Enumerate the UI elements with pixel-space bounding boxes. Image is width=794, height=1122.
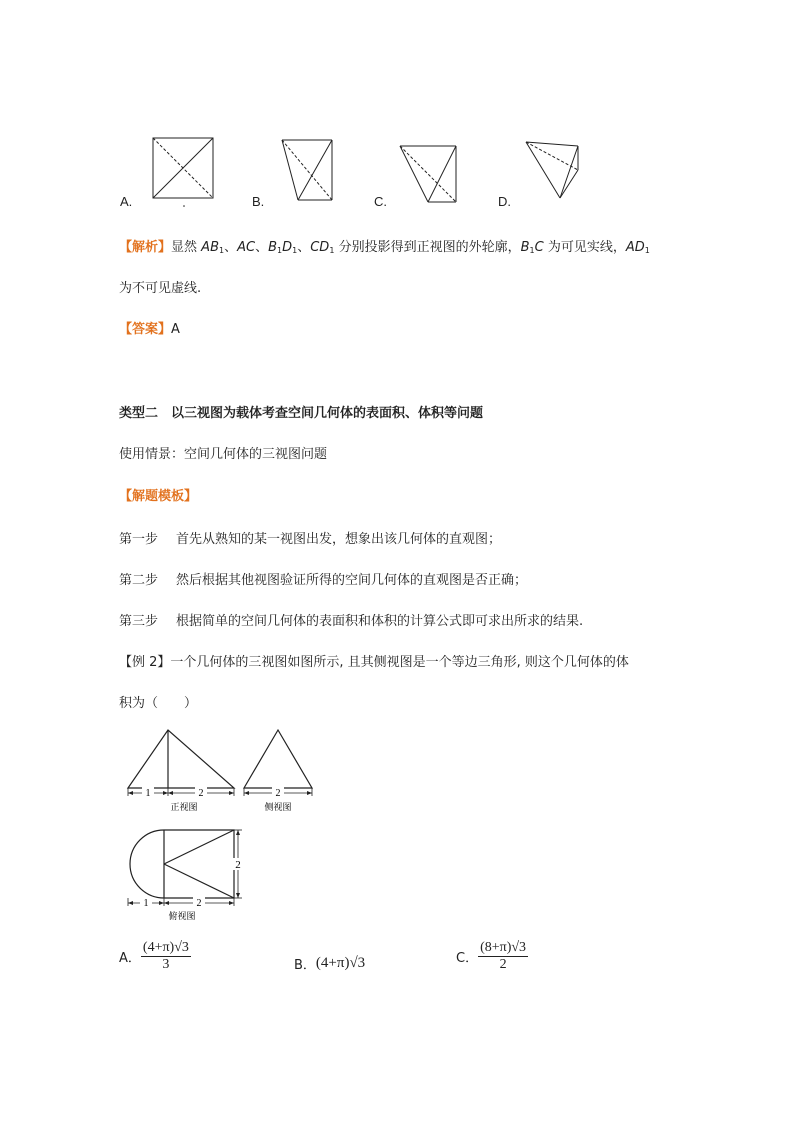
front-view: [128, 730, 234, 797]
choice-a[interactable]: [119, 940, 191, 973]
three-view-figure: [124, 724, 324, 924]
choice-c-fraction: $\frac{(8+\pi)√3}{2}$: [480, 940, 527, 972]
analysis-tag: 【解析】: [119, 240, 172, 255]
type2-scenario: 使用情景：空间几何体的三视图问题: [119, 447, 328, 462]
option-figure-c: [398, 144, 458, 204]
choice-c[interactable]: [456, 940, 528, 973]
option-d-label: D.: [498, 194, 511, 209]
option-figure-a: [150, 136, 216, 208]
type2-title: 类型二 以三视图为载体考查空间几何体的表面积、体积等问题: [119, 406, 484, 421]
analysis-line-1: 【解析】显然 $AB_1$、AC、$B_1D_1$、$CD_1$ 分别投影得到正视图的外轮廓，$B_1C$ 为可见实线，$AD_1$: [119, 240, 650, 255]
front-dim-2: 2: [198, 788, 204, 799]
answer-tag: 【答案】: [119, 322, 172, 337]
example2-line-1: 【例 2】一个几何体的三视图如图所示, 且其侧视图是一个等边三角形, 则这个几何体的体: [119, 655, 629, 670]
option-figure-b: [280, 138, 340, 202]
top-view-label: 俯视图: [168, 912, 196, 922]
answer-value: A: [171, 322, 180, 337]
choice-b-expr: (4+π)√3: [315, 955, 366, 971]
option-figure-d: [524, 140, 584, 202]
option-a-label: A.: [120, 194, 133, 209]
front-dim-1: 1: [145, 788, 151, 799]
choice-c-label: C．: [456, 951, 479, 966]
top-view: [128, 830, 243, 907]
step-3: 第三步 根据简单的空间几何体的表面积和体积的计算公式即可求出所求的结果.: [119, 614, 584, 629]
top-dim-height: 2: [235, 859, 241, 871]
choice-a-label: A．: [119, 951, 141, 966]
side-dim: 2: [275, 788, 281, 799]
answer-line: [119, 318, 180, 337]
step-2: 第二步 然后根据其他视图验证所得的空间几何体的直观图是否正确；: [119, 573, 528, 588]
option-c-label: C.: [374, 194, 387, 209]
top-dim-1: 1: [143, 898, 149, 909]
example2-line-2: 积为（ ）: [119, 696, 198, 711]
analysis-line-2: 为不可见虚线.: [119, 281, 202, 296]
choice-b[interactable]: [294, 954, 365, 973]
step-1: 第一步 首先从熟知的某一视图出发，想象出该几何体的直观图；: [119, 532, 502, 547]
side-view-label: 侧视图: [264, 803, 292, 813]
option-b-label: B.: [252, 194, 265, 209]
side-view: [244, 730, 312, 797]
template-tag: 【解题模板】: [119, 489, 198, 504]
top-dim-2: 2: [196, 898, 202, 909]
front-view-label: 正视图: [170, 803, 198, 813]
choice-a-fraction: $\frac{(4+\pi)√3}{3}$: [142, 940, 189, 972]
choice-b-label: B．: [294, 958, 316, 973]
